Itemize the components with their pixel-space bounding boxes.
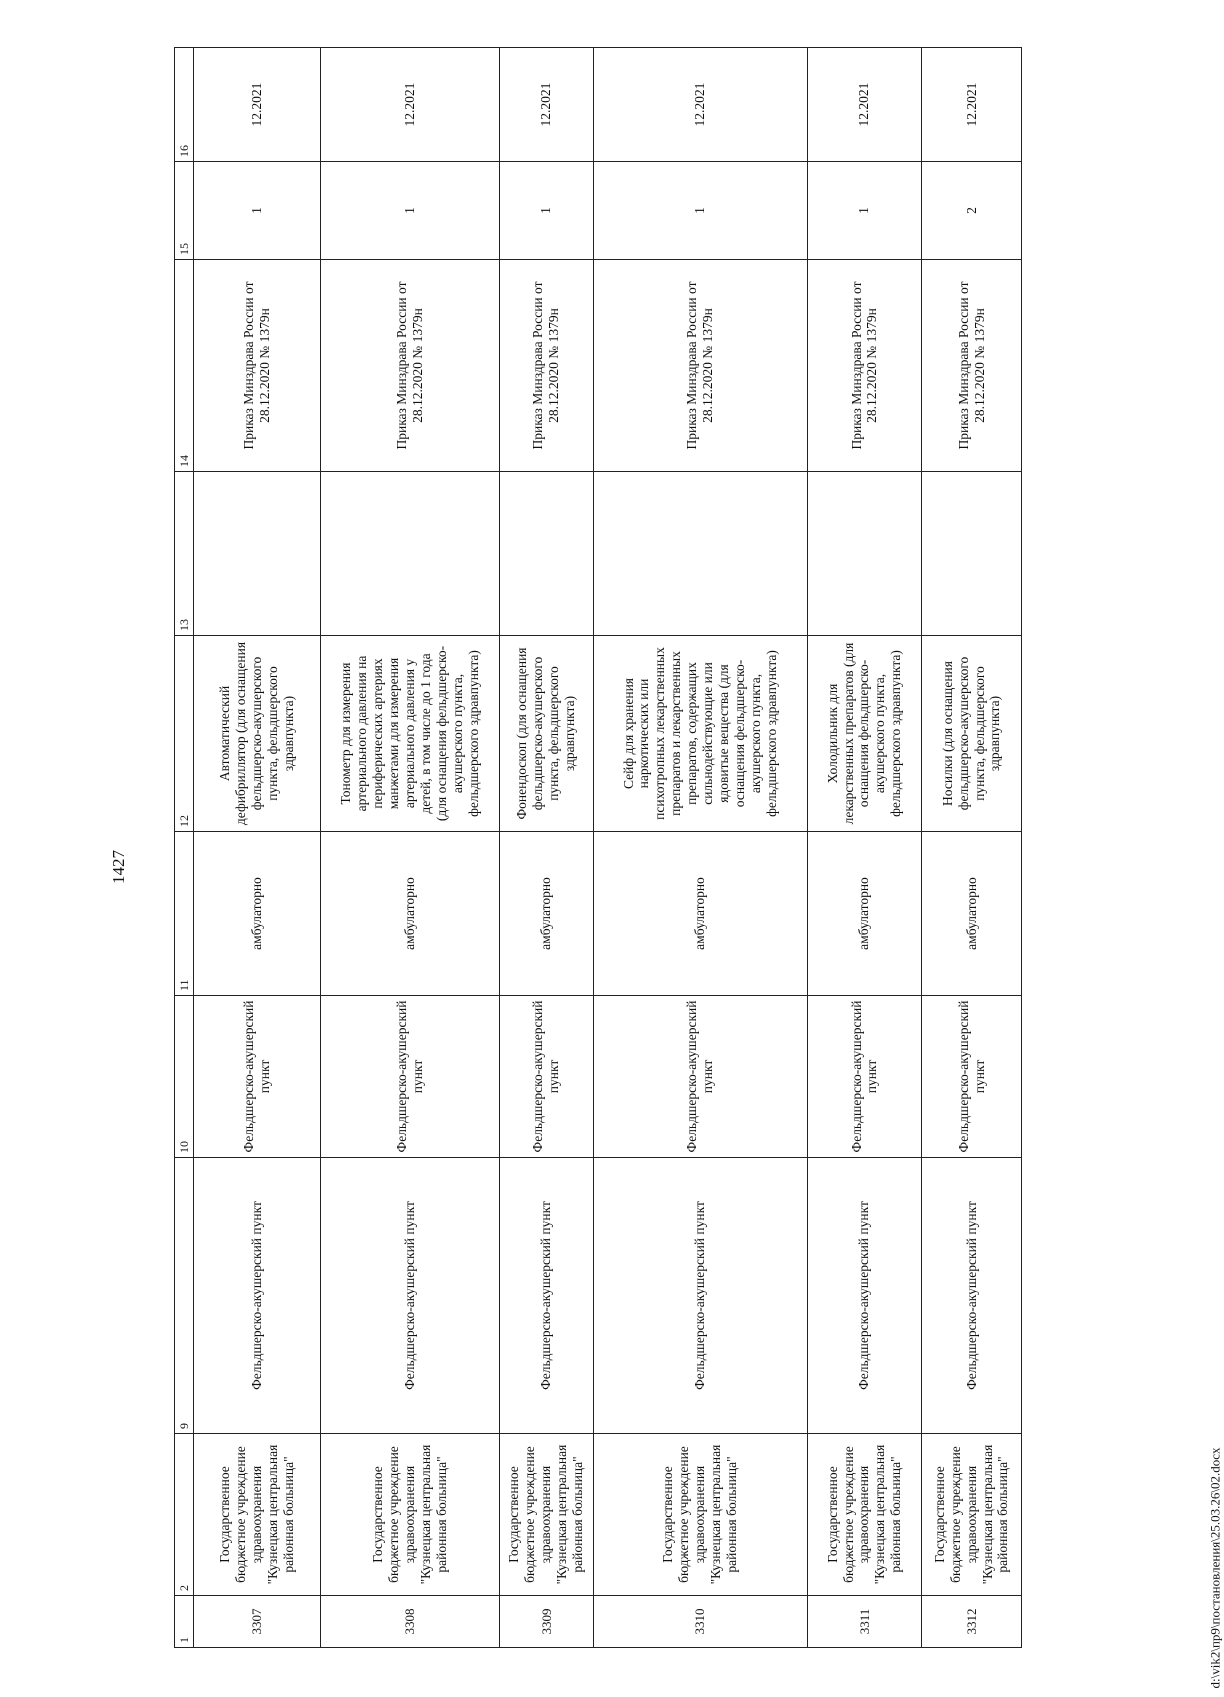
page-number: 1427 [109, 850, 128, 884]
unit-type-cell: Фельдшерско-акушерский пункт [922, 996, 1022, 1158]
column-header: 13 [175, 472, 194, 636]
column-header: 1 [175, 1596, 194, 1648]
regulation-cell: Приказ Минздрава России от 28.12.2020 № 1379н [499, 260, 593, 472]
institution-cell: Государственное бюджетное учреждение здравоохранения "Кузнецкая центральная районная больница" [807, 1434, 921, 1596]
equipment-cell: Сейф для хранения наркотических или психотропных лекарственных препаратов и лекарственных препаратов, содержащих сильнодействующие или ядовитые вещества (для оснащения фельдшерско-акушерского пункта, фельдшерского здравпункта) [593, 636, 807, 832]
care-form-cell: амбулаторно [593, 832, 807, 996]
row-number-cell: 3309 [499, 1596, 593, 1648]
regulation-cell: Приказ Минздрава России от 28.12.2020 № 1379н [321, 260, 500, 472]
empty-cell [922, 472, 1022, 636]
equipment-cell: Носилки (для оснащения фельдшерско-акушерского пункта, фельдшерского здравпункта) [922, 636, 1022, 832]
institution-cell: Государственное бюджетное учреждение здравоохранения "Кузнецкая центральная районная больница" [922, 1434, 1022, 1596]
date-cell: 12.2021 [194, 48, 321, 162]
document-file-path: d:\vik2\пр9\постановления\25.03.26\02.docx [1207, 1447, 1223, 1689]
column-header: 15 [175, 162, 194, 260]
quantity-cell: 1 [194, 162, 321, 260]
regulation-cell: Приказ Минздрава России от 28.12.2020 № 1379н [922, 260, 1022, 472]
regulation-cell: Приказ Минздрава России от 28.12.2020 № 1379н [807, 260, 921, 472]
date-cell: 12.2021 [321, 48, 500, 162]
row-number-cell: 3308 [321, 1596, 500, 1648]
regulation-cell: Приказ Минздрава России от 28.12.2020 № 1379н [593, 260, 807, 472]
column-number-row [175, 48, 194, 1648]
equipment-cell: Автоматический дефибриллятор (для оснащения фельдшерско-акушерского пункта, фельдшерского здравпункта) [194, 636, 321, 832]
care-form-cell: амбулаторно [807, 832, 921, 996]
institution-cell: Государственное бюджетное учреждение здравоохранения "Кузнецкая центральная районная больница" [593, 1434, 807, 1596]
empty-cell [499, 472, 593, 636]
date-cell: 12.2021 [499, 48, 593, 162]
rotated-table-frame [174, 48, 1022, 1648]
empty-cell [593, 472, 807, 636]
care-form-cell: амбулаторно [321, 832, 500, 996]
equipment-cell: Холодильник для лекарственных препаратов (для оснащения фельдшерско-акушерского пункта, фельдшерского здравпункта) [807, 636, 921, 832]
unit-cell: Фельдшерско-акушерский пункт [922, 1158, 1022, 1434]
quantity-cell: 1 [807, 162, 921, 260]
unit-type-cell: Фельдшерско-акушерский пункт [593, 996, 807, 1158]
regulation-cell: Приказ Минздрава России от 28.12.2020 № 1379н [194, 260, 321, 472]
unit-type-cell: Фельдшерско-акушерский пункт [807, 996, 921, 1158]
table-row [194, 48, 321, 1648]
quantity-cell: 1 [593, 162, 807, 260]
unit-type-cell: Фельдшерско-акушерский пункт [321, 996, 500, 1158]
table-row [807, 48, 921, 1648]
column-header: 14 [175, 260, 194, 472]
column-header: 10 [175, 996, 194, 1158]
equipment-table [174, 47, 1022, 1648]
date-cell: 12.2021 [807, 48, 921, 162]
date-cell: 12.2021 [593, 48, 807, 162]
equipment-cell: Фонендоскоп (для оснащения фельдшерско-акушерского пункта, фельдшерского здравпункта) [499, 636, 593, 832]
table-row [922, 48, 1022, 1648]
date-cell: 12.2021 [922, 48, 1022, 162]
institution-cell: Государственное бюджетное учреждение здравоохранения "Кузнецкая центральная районная больница" [321, 1434, 500, 1596]
table-row [321, 48, 500, 1648]
unit-cell: Фельдшерско-акушерский пункт [807, 1158, 921, 1434]
table-row [593, 48, 807, 1648]
equipment-cell: Тонометр для измерения артериального давления на периферических артериях манжетами для измерения артериального давления у детей, в том числе до 1 года (для оснащения фельдшерско-акушерского пункта, фельдшерского здравпункта) [321, 636, 500, 832]
unit-type-cell: Фельдшерско-акушерский пункт [499, 996, 593, 1158]
quantity-cell: 2 [922, 162, 1022, 260]
column-header: 16 [175, 48, 194, 162]
unit-cell: Фельдшерско-акушерский пункт [194, 1158, 321, 1434]
row-number-cell: 3312 [922, 1596, 1022, 1648]
empty-cell [321, 472, 500, 636]
column-header: 11 [175, 832, 194, 996]
unit-cell: Фельдшерско-акушерский пункт [593, 1158, 807, 1434]
column-header: 12 [175, 636, 194, 832]
column-header: 9 [175, 1158, 194, 1434]
row-number-cell: 3311 [807, 1596, 921, 1648]
quantity-cell: 1 [499, 162, 593, 260]
table-row [499, 48, 593, 1648]
care-form-cell: амбулаторно [194, 832, 321, 996]
row-number-cell: 3310 [593, 1596, 807, 1648]
column-header: 2 [175, 1434, 194, 1596]
empty-cell [194, 472, 321, 636]
unit-cell: Фельдшерско-акушерский пункт [499, 1158, 593, 1434]
quantity-cell: 1 [321, 162, 500, 260]
table-container [174, 48, 1022, 1648]
unit-cell: Фельдшерско-акушерский пункт [321, 1158, 500, 1434]
empty-cell [807, 472, 921, 636]
institution-cell: Государственное бюджетное учреждение здравоохранения "Кузнецкая центральная районная больница" [499, 1434, 593, 1596]
row-number-cell: 3307 [194, 1596, 321, 1648]
care-form-cell: амбулаторно [499, 832, 593, 996]
unit-type-cell: Фельдшерско-акушерский пункт [194, 996, 321, 1158]
institution-cell: Государственное бюджетное учреждение здравоохранения "Кузнецкая центральная районная больница" [194, 1434, 321, 1596]
care-form-cell: амбулаторно [922, 832, 1022, 996]
